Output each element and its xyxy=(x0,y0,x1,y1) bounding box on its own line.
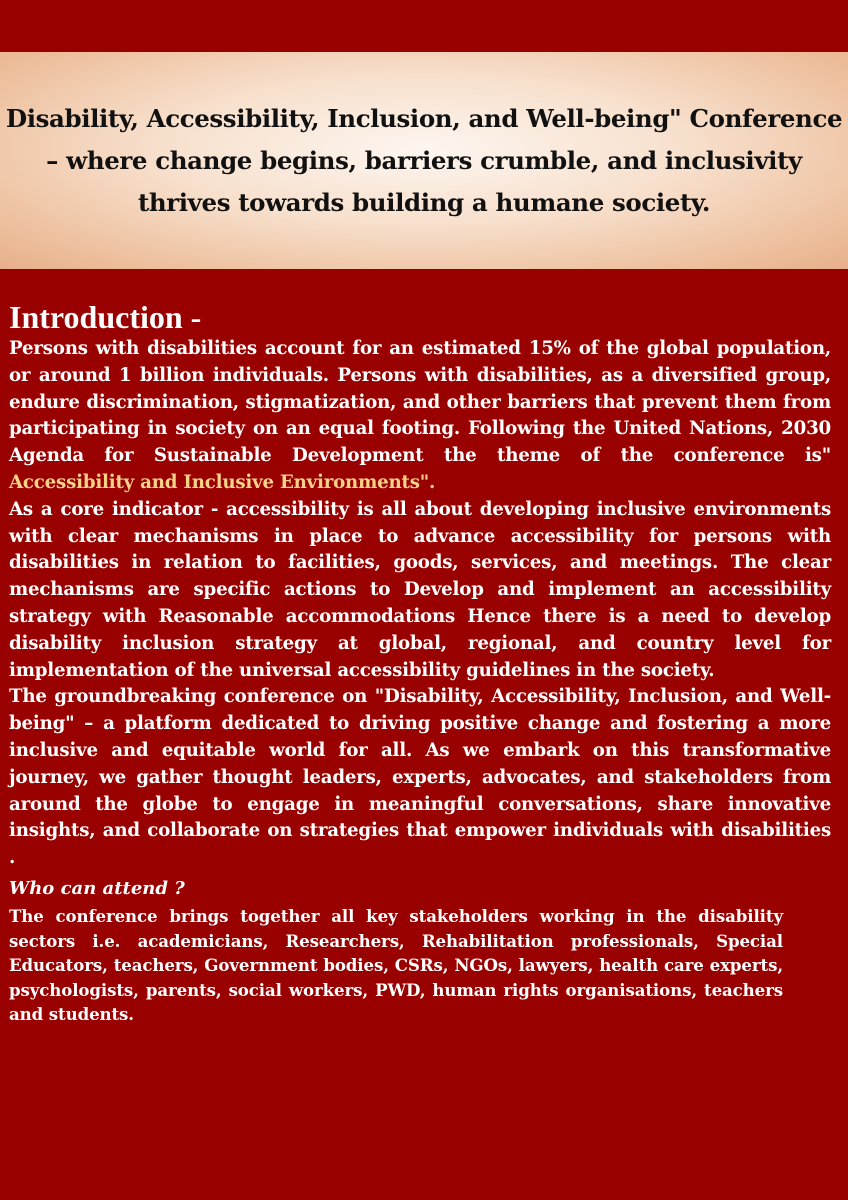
introduction-paragraph-2: As a core indicator - accessibility is all about developing inclusive environments with clear mechanisms in place to advance accessibility for persons with disabilities in relation to facilities, goods, services, and meetings. The clear mechanisms are specific actions to Develop and implement an accessibility strategy with Reasonable accommodations Hence there is a need to develop disability inclusion strategy at global, regional, and country level for implementation of the universal accessibility guidelines in the society. xyxy=(9,498,831,681)
introduction-paragraph-1-text: Persons with disabilities account for an estimated 15% of the global population, or around 1 billion individuals. Persons with disabilities, as a diversified group, endure discrimination, stigmatization, and other barriers that prevent them from participating in society on an equal footing. Following the United Nations, 2030 Agenda for Sustainable Development the theme of the conference is" xyxy=(9,338,831,467)
who-can-attend-text: The conference brings together all key stakeholders working in the disability sectors i.e. academicians, Researchers, Rehabilitation professionals, Special Educators, teachers, Government bodies, CSRs, NGOs, lawyers, health care experts, psychologists, parents, social workers, PWD, human rights organisations, teachers and students. xyxy=(9,905,783,1025)
conference-theme: Accessibility and Inclusive Environments". xyxy=(9,471,436,493)
title-banner xyxy=(0,52,848,269)
introduction-heading: Introduction - xyxy=(9,299,202,335)
conference-title: Disability, Accessibility, Inclusion, and Well-being" Conference – where change begins, barriers crumble, and inclusivity thrives towards building a humane society. xyxy=(5,103,843,217)
who-can-attend-heading: Who can attend ? xyxy=(9,877,185,899)
introduction-paragraph-1 xyxy=(9,336,831,497)
introduction-paragraph-3: The groundbreaking conference on "Disability, Accessibility, Inclusion, and Well-being" – a platform dedicated to driving positive change and fostering a more inclusive and equitable world for all. As we embark on this transformative journey, we gather thought leaders, experts, advocates, and stakeholders from around the globe to engage in meaningful conversations, share innovative insights, and collaborate on strategies that empower individuals with disabilities . xyxy=(9,686,831,869)
main-content xyxy=(9,298,831,1027)
